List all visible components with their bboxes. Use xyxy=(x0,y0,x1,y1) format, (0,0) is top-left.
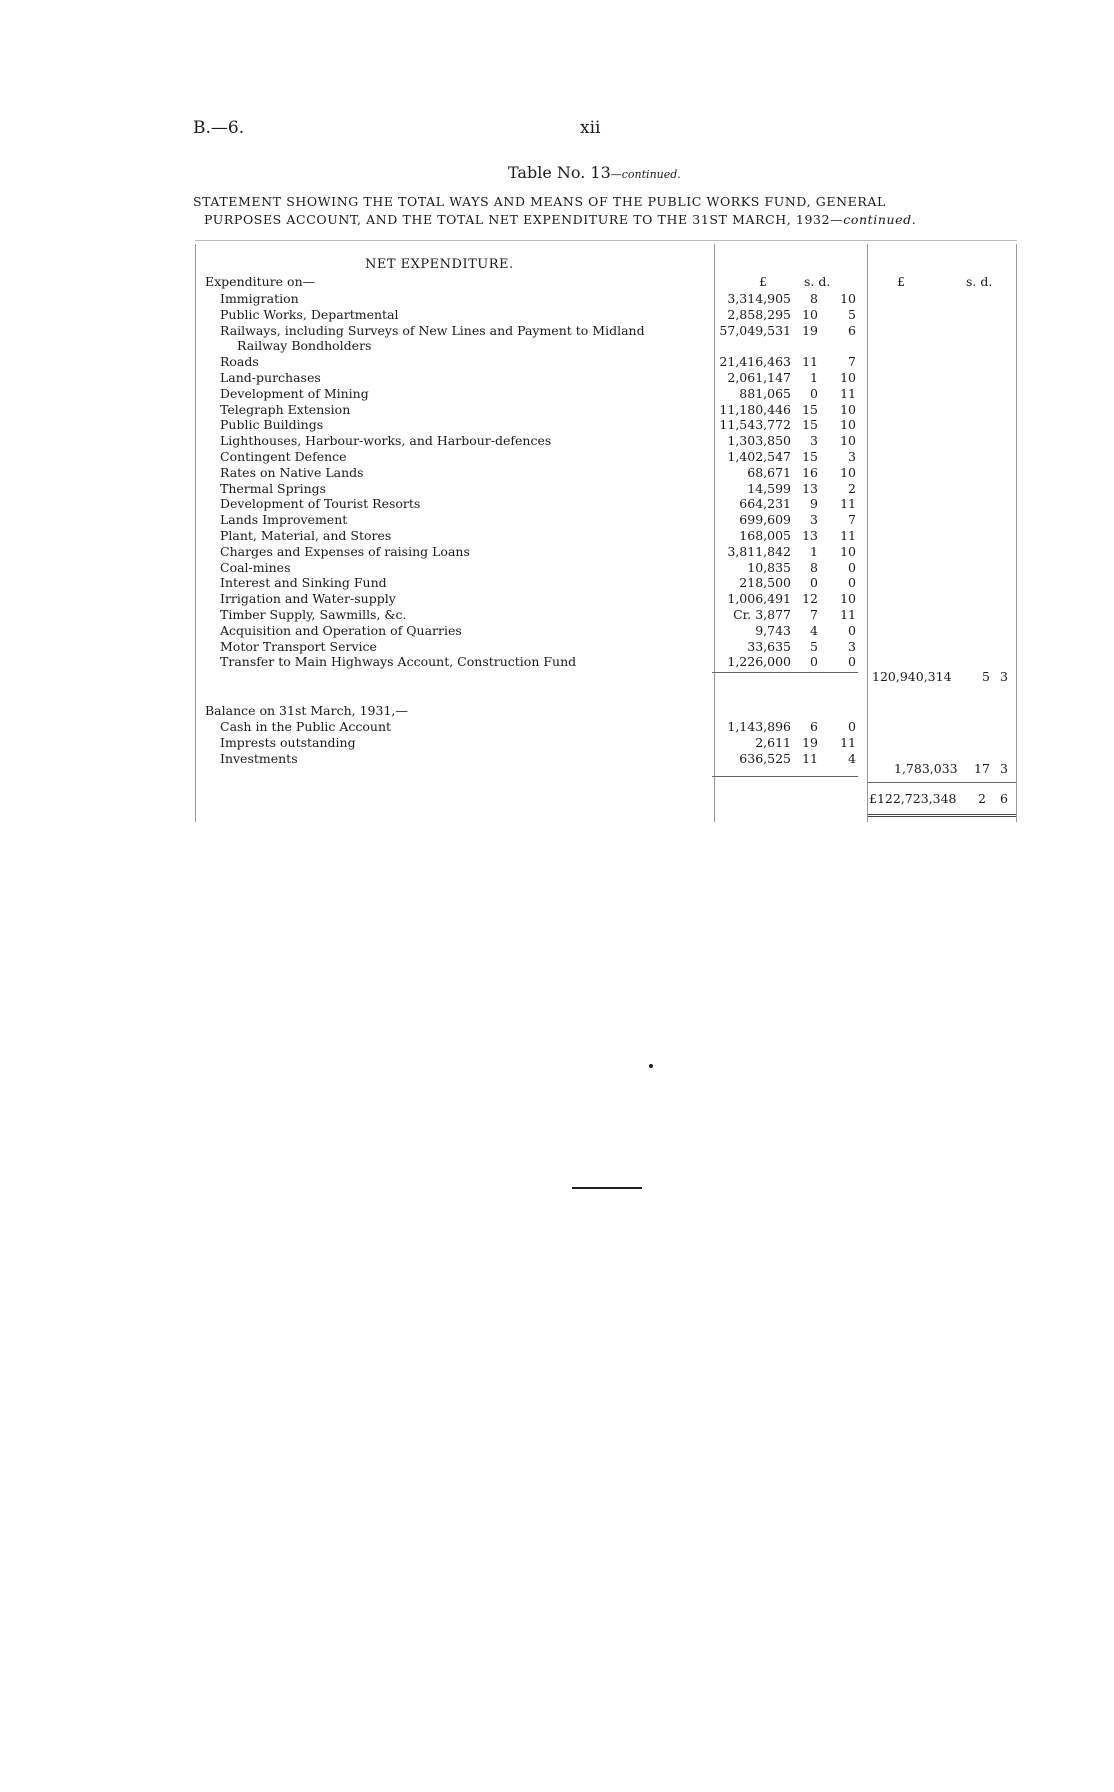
expenditure_rows-pence: 0 xyxy=(848,559,856,575)
expenditure_rows-shillings: 4 xyxy=(810,622,818,638)
expenditure_rows-label: Lands Improvement xyxy=(220,512,348,528)
expenditure_rows-pence: 10 xyxy=(840,543,856,559)
expenditure_rows-pence: 2 xyxy=(848,480,856,496)
expenditure_rows-shillings: 10 xyxy=(802,306,818,322)
col-header-sd-total: s. d. xyxy=(966,274,993,289)
expenditure_rows-pounds: 664,231 xyxy=(739,496,791,512)
expenditure_rows-row xyxy=(0,654,1114,670)
expenditure_rows-pence: 0 xyxy=(848,622,856,638)
expenditure_rows-label: Acquisition and Operation of Quarries xyxy=(220,622,462,638)
expenditure_rows-shillings: 7 xyxy=(810,607,818,622)
expenditure_rows-shillings: 0 xyxy=(810,654,818,670)
expenditure_rows-pounds: 3,811,842 xyxy=(727,543,791,559)
balance_rows-pounds: 2,611 xyxy=(755,734,791,750)
expenditure_rows-pounds: 1,303,850 xyxy=(727,433,791,449)
expenditure_rows-shillings: 3 xyxy=(810,433,818,449)
expenditure_rows-label: Railway Bondholders xyxy=(237,338,372,354)
expenditure_rows-label: Rates on Native Lands xyxy=(220,464,364,480)
expenditure_rows-row xyxy=(0,528,1114,544)
balance-total-row xyxy=(0,761,1114,777)
expenditure_rows-row xyxy=(0,481,1114,497)
expenditure_rows-label: Thermal Springs xyxy=(220,480,327,496)
expenditure_rows-label: Coal-mines xyxy=(220,559,291,575)
expenditure_rows-label: Railways, including Surveys of New Lines and Payment to Midland xyxy=(220,322,645,338)
expenditure_rows-label: Transfer to Main Highways Account, Construction Fund xyxy=(220,654,577,670)
expenditure_rows-row xyxy=(0,338,1114,354)
expenditure_rows-label: Development of Mining xyxy=(220,385,369,401)
expenditure_rows-row xyxy=(0,386,1114,402)
expenditure_rows-pence: 0 xyxy=(848,654,856,670)
grand-total-top-rule xyxy=(868,782,1016,783)
expenditure_rows-pence: 11 xyxy=(840,607,856,622)
balance_rows-label: Cash in the Public Account xyxy=(220,719,392,734)
expenditure_rows-pence: 7 xyxy=(848,512,856,528)
balance_rows-pounds: 636,525 xyxy=(739,750,791,766)
expenditure_rows-row xyxy=(0,512,1114,528)
expenditure_rows-shillings: 15 xyxy=(802,417,818,433)
expenditure_rows-pounds: 1,402,547 xyxy=(727,449,791,464)
expenditure_rows-label: Public Buildings xyxy=(220,417,324,433)
page-reference: B.—6. xyxy=(193,118,245,138)
expenditure_rows-shillings: 12 xyxy=(802,591,818,607)
expenditure_rows-shillings: 13 xyxy=(802,528,818,543)
expenditure_rows-pounds: 10,835 xyxy=(747,559,791,575)
expenditure_rows-pence: 5 xyxy=(848,306,856,322)
expenditure_rows-pence: 0 xyxy=(848,575,856,591)
expenditure_rows-label: Land-purchases xyxy=(220,370,321,385)
expenditure_rows-label: Immigration xyxy=(220,291,299,306)
balance_rows-pence: 11 xyxy=(840,734,856,750)
expenditure_rows-row xyxy=(0,433,1114,449)
expenditure_rows-shillings: 9 xyxy=(810,496,818,512)
end-rule xyxy=(572,1187,642,1189)
balance-total-d: 3 xyxy=(1000,761,1008,776)
balance_rows-shillings: 19 xyxy=(802,734,818,750)
expenditure_rows-shillings: 11 xyxy=(802,354,818,370)
expenditure_rows-pounds: 881,065 xyxy=(739,385,791,401)
expenditure_rows-row xyxy=(0,496,1114,512)
expenditure_rows-pounds: 14,599 xyxy=(747,480,791,496)
expenditure_rows-label: Charges and Expenses of raising Loans xyxy=(220,543,470,559)
expenditure_rows-shillings: 8 xyxy=(810,559,818,575)
expenditure_rows-label: Contingent Defence xyxy=(220,449,347,464)
expenditure_rows-shillings: 3 xyxy=(810,512,818,528)
expenditure_rows-row xyxy=(0,639,1114,655)
expenditure_rows-label: Development of Tourist Resorts xyxy=(220,496,421,512)
expenditure_rows-shillings: 0 xyxy=(810,575,818,591)
expenditure_rows-row xyxy=(0,544,1114,560)
expenditure_rows-pounds: 168,005 xyxy=(739,528,791,543)
expenditure_rows-pence: 11 xyxy=(840,385,856,401)
page-folio: xii xyxy=(580,118,601,138)
balance-total-s: 17 xyxy=(974,761,990,776)
expenditure-total-d: 3 xyxy=(1000,669,1008,684)
expenditure_rows-pounds: 699,609 xyxy=(739,512,791,528)
expenditure_rows-row xyxy=(0,591,1114,607)
expenditure_rows-row xyxy=(0,465,1114,481)
expenditure_rows-label: Public Works, Departmental xyxy=(220,306,399,322)
expenditure_rows-pence: 6 xyxy=(848,322,856,338)
statement-heading-line1: STATEMENT SHOWING THE TOTAL WAYS AND MEANS OF THE PUBLIC WORKS FUND, GENERAL xyxy=(193,194,886,209)
balance_rows-label: Imprests outstanding xyxy=(220,734,356,750)
expenditure_rows-pounds: 2,858,295 xyxy=(727,306,791,322)
grand-total-row xyxy=(0,791,1114,807)
expenditure-total-s: 5 xyxy=(982,669,990,684)
heading-line2-main: PURPOSES ACCOUNT, AND THE TOTAL NET EXPENDITURE TO THE 31ST MARCH, 1932 xyxy=(204,212,831,227)
section-title: NET EXPENDITURE. xyxy=(365,257,514,272)
balance_rows-pence: 4 xyxy=(848,750,856,766)
expenditure_rows-pounds: Cr. 3,877 xyxy=(733,607,791,622)
grand-total-pounds: £122,723,348 xyxy=(869,791,957,806)
table-number xyxy=(508,163,681,182)
expenditure-total-pounds: 120,940,314 xyxy=(872,669,952,684)
expenditure_rows-shillings: 0 xyxy=(810,385,818,401)
expenditure_rows-row xyxy=(0,575,1114,591)
expenditure_rows-pounds: 11,543,772 xyxy=(719,417,791,433)
expenditure_rows-pence: 7 xyxy=(848,354,856,370)
expenditure_rows-pence: 3 xyxy=(848,638,856,654)
ink-speck xyxy=(649,1064,653,1068)
expenditure_rows-pounds: 1,226,000 xyxy=(727,654,791,670)
expenditure_rows-shillings: 13 xyxy=(802,480,818,496)
expenditure_rows-label: Timber Supply, Sawmills, &c. xyxy=(220,607,407,622)
expenditure-total-row xyxy=(0,669,1114,685)
expenditure_rows-pence: 10 xyxy=(840,417,856,433)
balance_rows-pounds: 1,143,896 xyxy=(727,719,791,734)
expenditure_rows-pounds: 9,743 xyxy=(755,622,791,638)
expenditure-heading: Expenditure on— xyxy=(205,274,316,289)
col-header-pounds-total: £ xyxy=(897,274,905,289)
balance_rows-shillings: 11 xyxy=(802,750,818,766)
col-header-pounds: £ xyxy=(759,274,767,289)
expenditure_rows-pence: 3 xyxy=(848,449,856,464)
grand-total-d: 6 xyxy=(1000,791,1008,806)
expenditure_rows-pounds: 11,180,446 xyxy=(719,401,791,417)
expenditure_rows-row xyxy=(0,370,1114,386)
expenditure_rows-pence: 10 xyxy=(840,291,856,306)
balance-total-pounds: 1,783,033 xyxy=(894,761,958,776)
expenditure_rows-pounds: 21,416,463 xyxy=(719,354,791,370)
expenditure_rows-pence: 10 xyxy=(840,433,856,449)
balance_rows-row xyxy=(0,735,1114,751)
balance_rows-row xyxy=(0,719,1114,735)
expenditure_rows-row xyxy=(0,291,1114,307)
table-number-suffix: —continued. xyxy=(610,168,681,181)
expenditure_rows-pence: 11 xyxy=(840,496,856,512)
expenditure_rows-shillings: 16 xyxy=(802,464,818,480)
expenditure_rows-label: Plant, Material, and Stores xyxy=(220,528,392,543)
table-top-rule xyxy=(195,240,1017,241)
expenditure_rows-row xyxy=(0,560,1114,576)
expenditure_rows-row xyxy=(0,417,1114,433)
balance-heading: Balance on 31st March, 1931,— xyxy=(205,703,408,718)
expenditure_rows-pence: 10 xyxy=(840,464,856,480)
expenditure_rows-label: Telegraph Extension xyxy=(220,401,351,417)
expenditure_rows-shillings: 15 xyxy=(802,401,818,417)
expenditure_rows-shillings: 8 xyxy=(810,291,818,306)
expenditure_rows-pounds: 68,671 xyxy=(747,464,791,480)
expenditure_rows-label: Irrigation and Water-supply xyxy=(220,591,396,607)
expenditure_rows-shillings: 5 xyxy=(810,638,818,654)
expenditure_rows-pence: 10 xyxy=(840,591,856,607)
expenditure_rows-row xyxy=(0,607,1114,623)
expenditure_rows-shillings: 1 xyxy=(810,543,818,559)
expenditure_rows-shillings: 19 xyxy=(802,322,818,338)
balance_rows-pence: 0 xyxy=(848,719,856,734)
expenditure_rows-row xyxy=(0,323,1114,339)
expenditure_rows-shillings: 1 xyxy=(810,370,818,385)
col-header-sd: s. d. xyxy=(804,274,831,289)
expenditure_rows-pounds: 33,635 xyxy=(747,638,791,654)
heading-line2-suffix: —continued. xyxy=(830,212,917,227)
expenditure_rows-row xyxy=(0,402,1114,418)
expenditure_rows-row xyxy=(0,354,1114,370)
expenditure_rows-shillings: 15 xyxy=(802,449,818,464)
expenditure_rows-pounds: 3,314,905 xyxy=(727,291,791,306)
expenditure_rows-pounds: 2,061,147 xyxy=(727,370,791,385)
grand-total-s: 2 xyxy=(978,791,986,806)
expenditure_rows-label: Roads xyxy=(220,354,259,370)
statement-heading-line2 xyxy=(204,212,916,227)
expenditure_rows-pounds: 57,049,531 xyxy=(719,322,791,338)
expenditure_rows-row xyxy=(0,623,1114,639)
table-number-main: Table No. 13 xyxy=(508,163,611,182)
balance_rows-shillings: 6 xyxy=(810,719,818,734)
expenditure_rows-label: Lighthouses, Harbour-works, and Harbour-defences xyxy=(220,433,552,449)
expenditure_rows-row xyxy=(0,307,1114,323)
expenditure_rows-pence: 11 xyxy=(840,528,856,543)
expenditure_rows-pence: 10 xyxy=(840,401,856,417)
expenditure_rows-row xyxy=(0,449,1114,465)
expenditure_rows-pounds: 1,006,491 xyxy=(727,591,791,607)
expenditure_rows-pounds: 218,500 xyxy=(739,575,791,591)
balance_rows-label: Investments xyxy=(220,750,298,766)
expenditure_rows-pence: 10 xyxy=(840,370,856,385)
expenditure_rows-label: Motor Transport Service xyxy=(220,638,377,654)
expenditure_rows-label: Interest and Sinking Fund xyxy=(220,575,387,591)
